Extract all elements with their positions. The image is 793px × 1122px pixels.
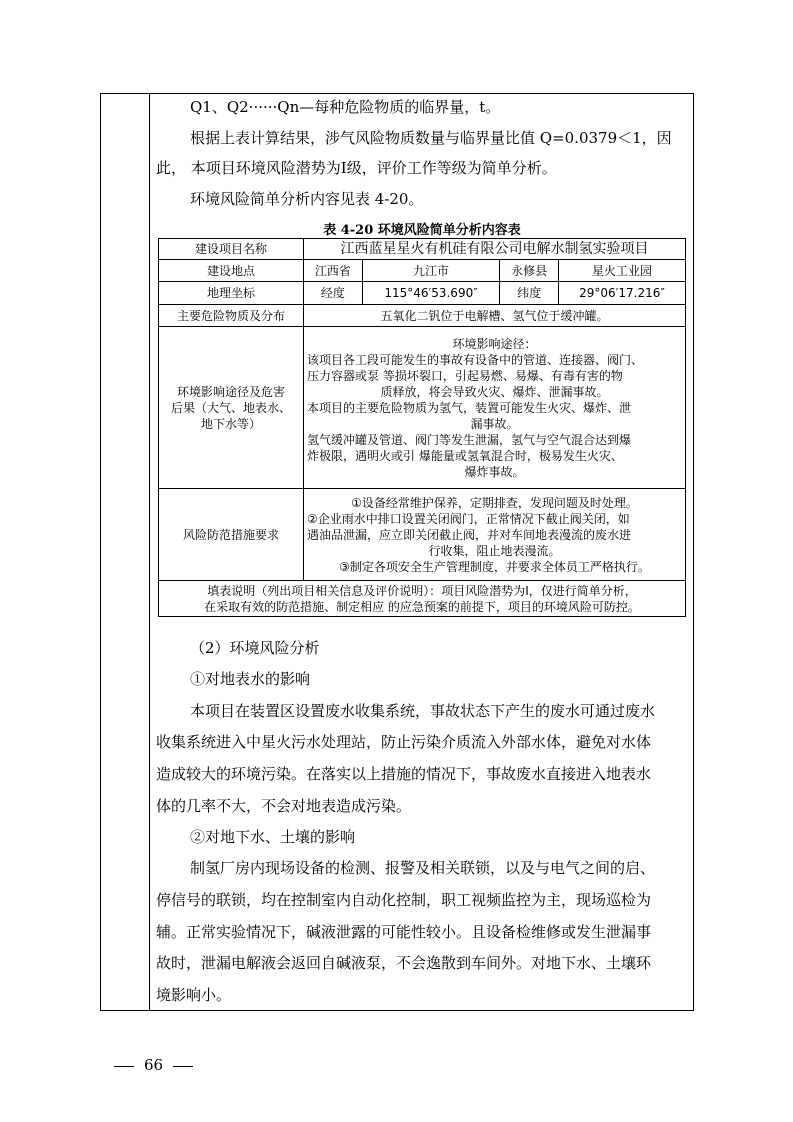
surface-water-line: 收集系统进入中星火污水处理站，防止污染介质流入外部水体，避免对水体 bbox=[156, 733, 652, 751]
impact-line: 炸极限，遇明火或引 爆能量或氢氧混合时，极易发生火灾、 bbox=[307, 448, 623, 463]
impact-line: 质释放，将会导致火灾、爆炸、泄漏事故。 bbox=[380, 384, 609, 399]
location-province: 江西省 bbox=[304, 260, 363, 282]
groundwater-line: 故时，泄漏电解液会返回自碱液泵，不会逸散到车间外。对地下水、土壤环 bbox=[156, 954, 652, 972]
prevention-label: 风险防范措施要求 bbox=[159, 489, 304, 581]
groundwater-line: 境影响小。 bbox=[156, 986, 232, 1004]
prevention-line: 行收集，阻止地表漫流。 bbox=[428, 543, 561, 558]
prevention-line: ②企业雨水中排口设置关闭阀门，正常情况下截止阀关闭，如 bbox=[307, 511, 630, 526]
location-county: 永修县 bbox=[500, 260, 559, 282]
groundwater-line: 停信号的联锁，均在控制室内自动化控制，职工视频监控为主，现场巡检为 bbox=[156, 891, 652, 909]
latitude-label: 纬度 bbox=[500, 282, 559, 305]
impact-line: 压力容器或泵 等损坏裂口，引起易燃、易爆、有毒有害的物 bbox=[307, 368, 623, 383]
prevention-line: ①设备经常维护保养，定期排查，发现问题及时处理。 bbox=[351, 495, 638, 510]
footer-dash-right bbox=[173, 1066, 193, 1067]
hazard-substance-label: 主要危险物质及分布 bbox=[159, 305, 304, 327]
table-row bbox=[159, 327, 686, 489]
prevention-line: ③制定各项安全生产管理制度，并要求全体员工严格执行。 bbox=[339, 559, 650, 574]
subsection-groundwater-soil: ②对地下水、土壤的影响 bbox=[190, 828, 356, 846]
surface-water-line: 体的几率不大，不会对地表造成污染。 bbox=[156, 797, 412, 815]
paragraph-q-result-2: 此， 本项目环境风险潜势为Ⅰ级，评价工作等级为简单分析。 bbox=[156, 159, 557, 177]
latitude-value: 29°06′17.216″ bbox=[559, 282, 686, 305]
content-area bbox=[150, 93, 694, 1011]
prevention-line: 遇油品泄漏，应立即关闭截止阀，并对车间地表漫流的废水进 bbox=[307, 527, 632, 542]
subsection-surface-water: ①对地表水的影响 bbox=[190, 670, 311, 688]
paragraph-q-result-1: 根据上表计算结果，涉气风险物质数量与临界量比值 Q=0.0379＜1，因 bbox=[190, 129, 672, 147]
longitude-label: 经度 bbox=[304, 282, 363, 305]
impact-line: 本项目的主要危险物质为氢气，装置可能发生火灾、爆炸、泄 bbox=[307, 400, 632, 415]
paragraph-table-ref: 环境风险简单分析内容见表 4-20。 bbox=[190, 190, 424, 208]
paragraph-formula-note: Q1、Q2······Qn—每种危险物质的临界量，t。 bbox=[190, 98, 501, 116]
table-row bbox=[159, 239, 686, 260]
table-row bbox=[159, 282, 686, 305]
footer-dash-left bbox=[114, 1066, 134, 1067]
section-heading: （2）环境风险分析 bbox=[190, 639, 320, 657]
project-name-value: 江西蓝星星火有机硅有限公司电解水制氢实验项目 bbox=[304, 239, 686, 260]
impact-line: 该项目各工段可能发生的事故有设备中的管道、连接器、阀门、 bbox=[307, 352, 644, 367]
location-park: 星火工业园 bbox=[559, 260, 686, 282]
impact-path-label-line: 环境影响途径及危害 bbox=[176, 384, 285, 399]
impact-line: 氢气缓冲罐及管道、阀门等发生泄漏，氢气与空气混合达到爆 bbox=[307, 432, 632, 447]
impact-path-label-line: 后果（大气、地表水、 bbox=[170, 400, 291, 415]
page-footer bbox=[104, 1056, 203, 1074]
table-row bbox=[159, 489, 686, 581]
surface-water-line: 造成较大的环境污染。在落实以上措施的情况下，事故废水直接进入地表水 bbox=[156, 765, 652, 783]
impact-path-value bbox=[304, 327, 686, 489]
table-row bbox=[159, 581, 686, 617]
table-note bbox=[159, 581, 686, 617]
table-note-line: 在采取有效的防范措施、制定相应 的应急预案的前提下，项目的环境风险可防控。 bbox=[204, 599, 640, 614]
table-row bbox=[159, 305, 686, 327]
table-caption: 表 4-20 环境风险简单分析内容表 bbox=[323, 223, 521, 238]
risk-analysis-table bbox=[158, 238, 686, 617]
table-note-line: 填表说明（列出项目相关信息及评价说明）：项目风险潜势为Ⅰ，仅进行简单分析， bbox=[207, 583, 637, 598]
coordinates-label: 地理坐标 bbox=[159, 282, 304, 305]
impact-path-label-line: 地下水等） bbox=[200, 416, 261, 431]
surface-water-line: 本项目在装置区设置废水收集系统，事故状态下产生的废水可通过废水 bbox=[190, 702, 656, 720]
location-city: 九江市 bbox=[362, 260, 499, 282]
project-name-label: 建设项目名称 bbox=[159, 239, 304, 260]
groundwater-line: 辅。正常实验情况下，碱液泄露的可能性较小。且设备检维修或发生泄漏事 bbox=[156, 923, 652, 941]
longitude-value: 115°46′53.690″ bbox=[362, 282, 499, 305]
impact-path-label bbox=[159, 327, 304, 489]
hazard-substance-value: 五氧化二钒位于电解槽、氢气位于缓冲罐。 bbox=[304, 305, 686, 327]
location-label: 建设地点 bbox=[159, 260, 304, 282]
impact-line: 爆炸事故。 bbox=[464, 464, 525, 479]
impact-line: 环境影响途径： bbox=[452, 336, 537, 351]
page-number: 66 bbox=[144, 1056, 164, 1074]
impact-line: 漏事故。 bbox=[470, 416, 519, 431]
table-row bbox=[159, 260, 686, 282]
prevention-value bbox=[304, 489, 686, 581]
groundwater-line: 制氢厂房内现场设备的检测、报警及相关联锁，以及与电气之间的启、 bbox=[190, 859, 656, 877]
